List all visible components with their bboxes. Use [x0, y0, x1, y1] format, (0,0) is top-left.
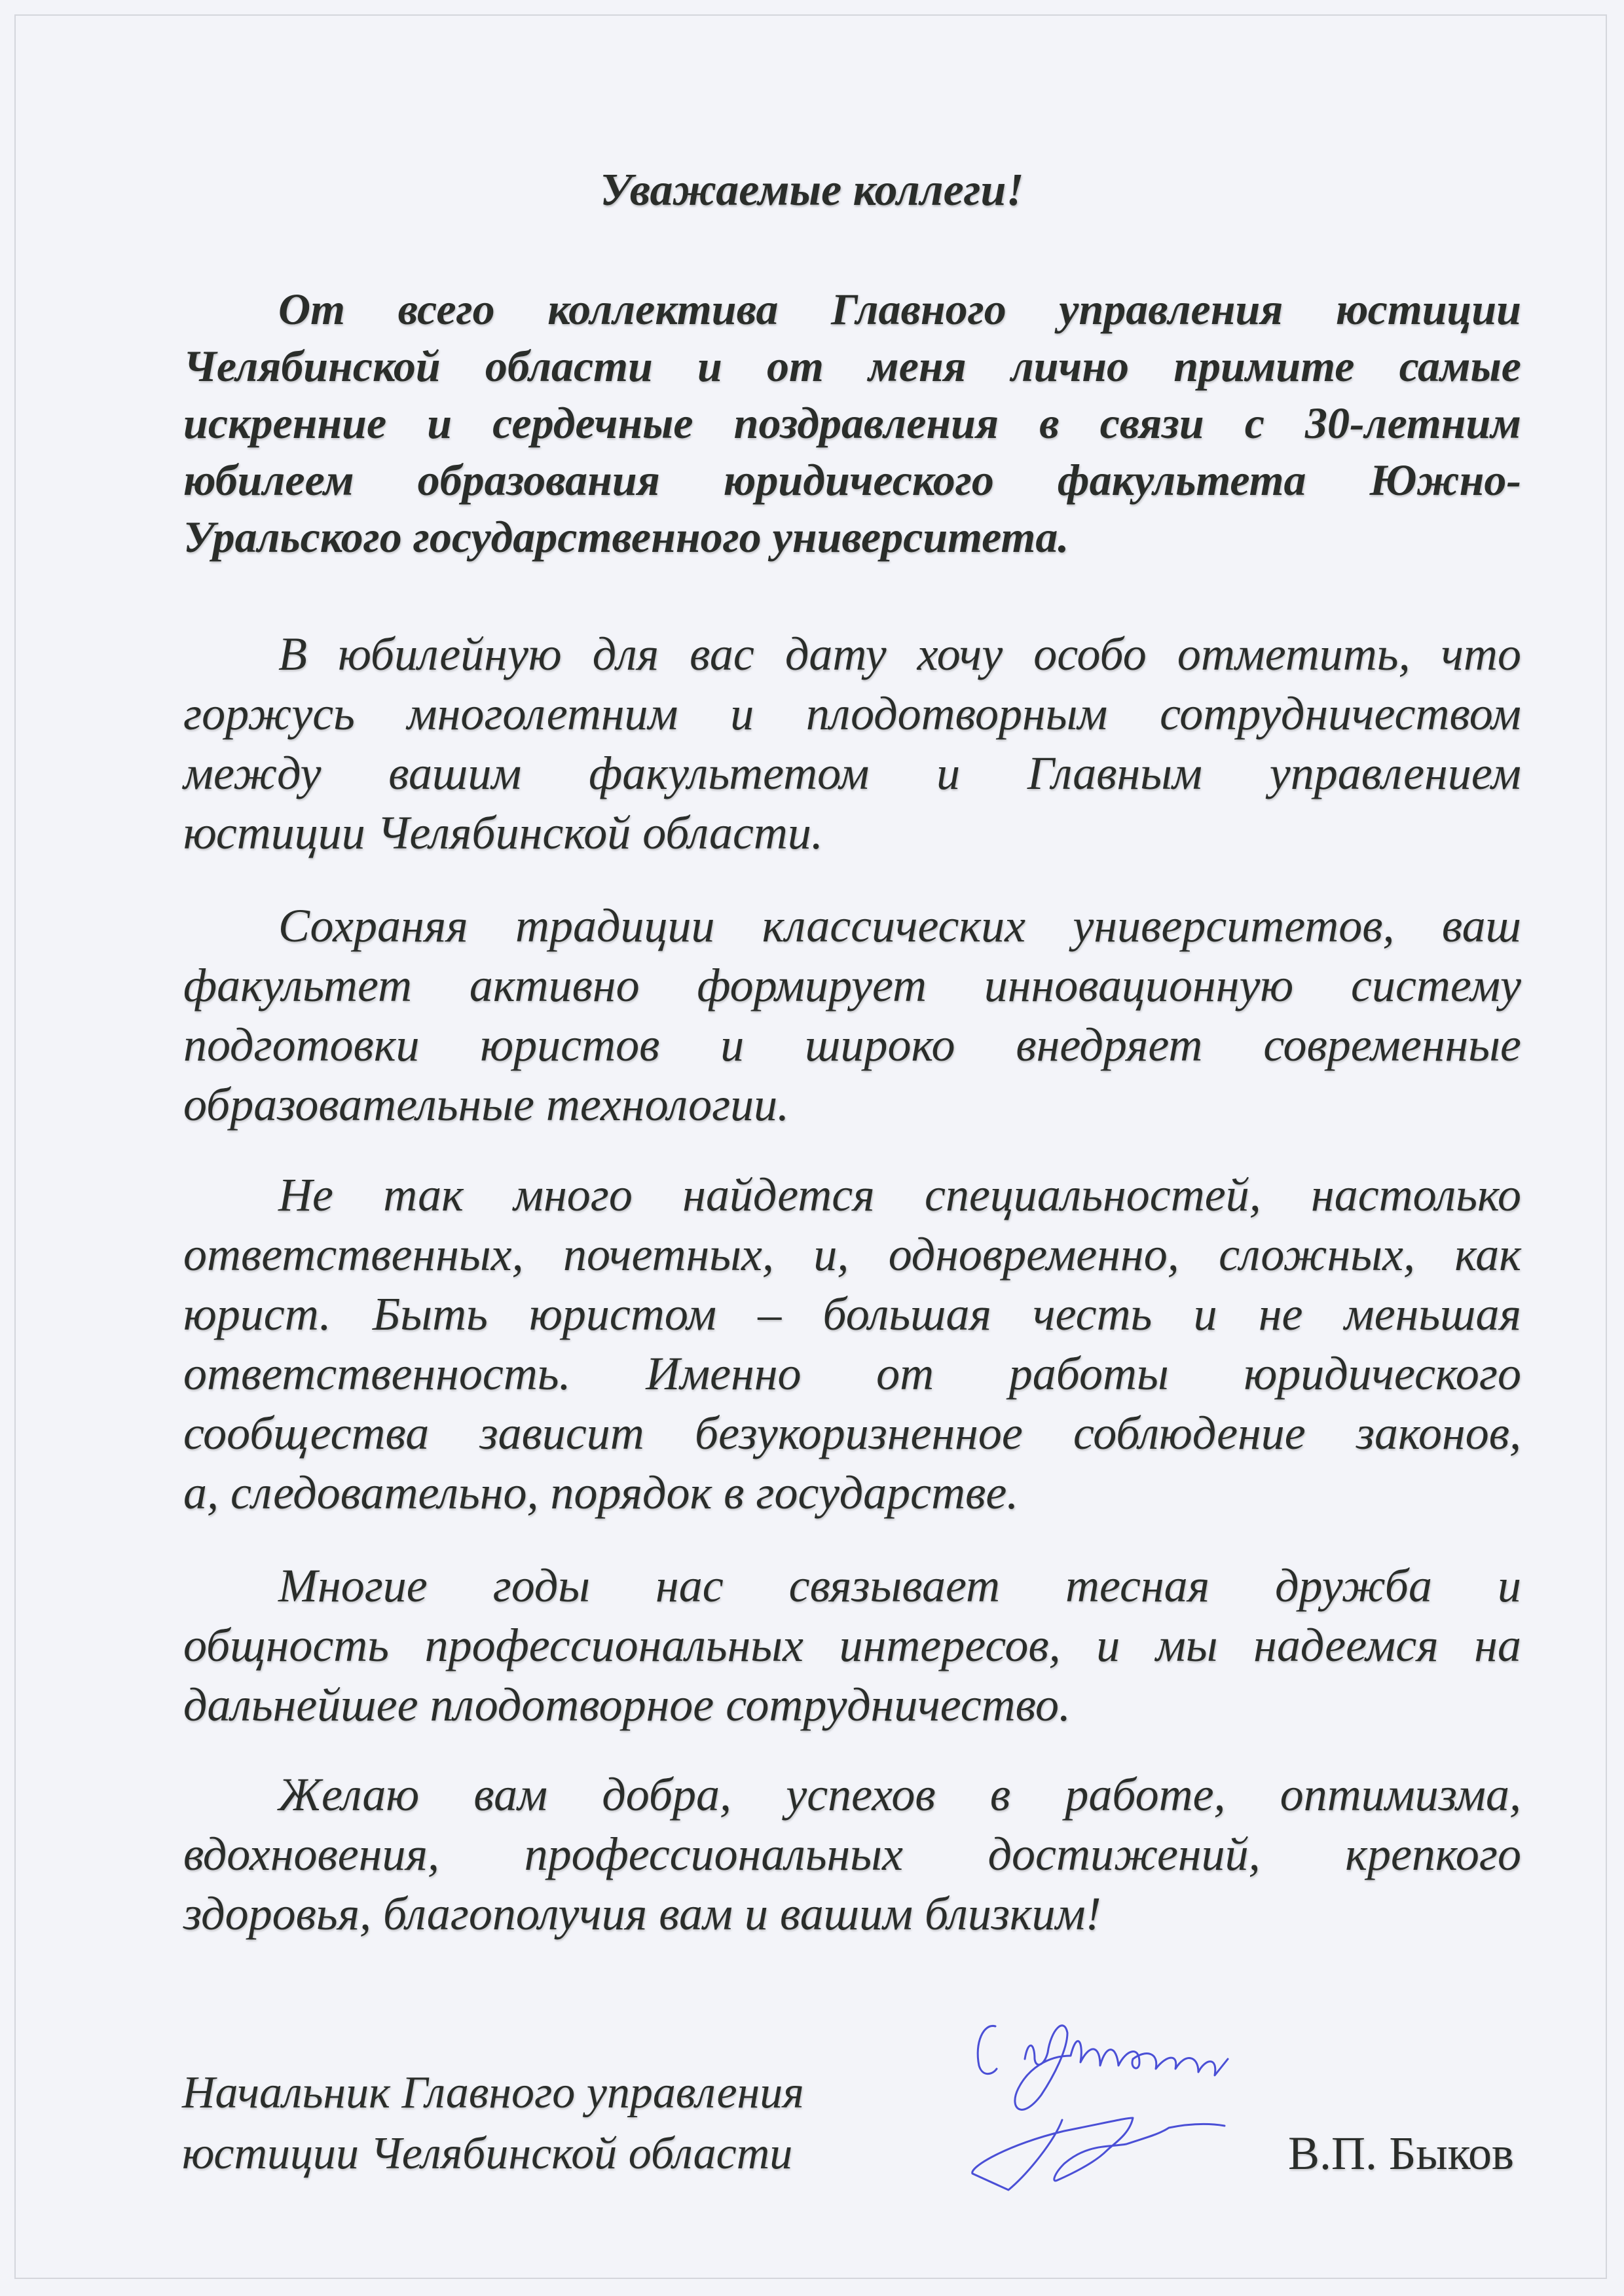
- word: и: [427, 398, 452, 448]
- text-line: юстиции Челябинской области.: [183, 807, 823, 859]
- word: с: [1244, 398, 1264, 448]
- paragraph-wishes: [183, 1765, 1521, 1944]
- text-line: [183, 1616, 1521, 1675]
- word: большая: [822, 1288, 991, 1340]
- signatory-name: В.П. Быков: [1287, 2127, 1514, 2179]
- greeting-heading: Уважаемые коллеги!: [600, 165, 1024, 215]
- text-line: [183, 956, 1521, 1015]
- word: всего: [397, 284, 495, 334]
- word: и: [1497, 1559, 1521, 1612]
- word: –: [758, 1288, 782, 1340]
- text-line: Уральского государственного университета.: [183, 512, 1069, 562]
- word: связывает: [788, 1559, 1001, 1612]
- word: систему: [1351, 959, 1521, 1011]
- word: традиции: [515, 900, 715, 952]
- word: юристов: [480, 1019, 660, 1071]
- word: почетных,: [563, 1228, 774, 1281]
- word: примите: [1173, 341, 1355, 391]
- word: Главного: [831, 284, 1006, 334]
- word: юридического: [723, 455, 994, 505]
- text-line: [183, 625, 1521, 684]
- word: искренние: [183, 398, 387, 448]
- word: Именно: [646, 1347, 802, 1400]
- word: годы: [492, 1559, 591, 1612]
- word: специальностей,: [924, 1169, 1261, 1221]
- word: сотрудничеством: [1160, 687, 1521, 740]
- word: в: [1039, 398, 1060, 448]
- word: Не: [278, 1169, 333, 1221]
- word: и: [730, 687, 754, 740]
- word: и: [1193, 1288, 1217, 1340]
- word: мы: [1155, 1619, 1218, 1671]
- word: сообщества: [183, 1407, 430, 1459]
- word: на: [1474, 1619, 1521, 1671]
- word: вас: [690, 628, 754, 680]
- word: и: [697, 341, 722, 391]
- word: и: [1096, 1619, 1120, 1671]
- word: подготовки: [183, 1019, 420, 1071]
- paragraph-profession: [183, 1165, 1521, 1523]
- word: дружба: [1275, 1559, 1432, 1612]
- text-line: а, следовательно, порядок в государстве.: [183, 1467, 1019, 1519]
- text-line: [183, 1285, 1521, 1344]
- word: В: [278, 628, 307, 680]
- paragraph-traditions: [183, 896, 1521, 1135]
- word: юристом: [529, 1288, 717, 1340]
- text-line: [183, 281, 1521, 338]
- word: сердечные: [492, 398, 693, 448]
- text-line: [183, 1556, 1521, 1616]
- word: От: [278, 284, 345, 334]
- word: ваш: [1441, 900, 1521, 952]
- text-line: [183, 1765, 1521, 1825]
- word: и: [936, 747, 961, 799]
- word: многолетним: [407, 687, 678, 740]
- text-line: [183, 744, 1521, 803]
- word: крепкого: [1345, 1828, 1521, 1880]
- word: университетов,: [1073, 900, 1395, 952]
- word: Многие: [278, 1559, 428, 1612]
- text-line: [183, 1825, 1521, 1884]
- word: факультетом: [589, 747, 870, 799]
- word: между: [183, 747, 322, 799]
- word: нас: [655, 1559, 724, 1612]
- word: коллектива: [547, 284, 779, 334]
- word: юбилейную: [338, 628, 562, 680]
- text-line: здоровья, благополучия вам и вашим близким!: [183, 1887, 1101, 1940]
- text-line: [183, 395, 1521, 452]
- word: горжусь: [183, 687, 355, 740]
- word: плодотворным: [805, 687, 1108, 740]
- word: Главным: [1027, 747, 1202, 799]
- word: и,: [813, 1228, 849, 1281]
- word: для: [592, 628, 659, 680]
- word: формирует: [697, 959, 927, 1011]
- word: отметить,: [1177, 628, 1411, 680]
- word: факультета: [1057, 455, 1306, 505]
- paragraph-cooperation: [183, 625, 1521, 863]
- word: надеемся: [1253, 1619, 1439, 1671]
- word: добра,: [602, 1768, 732, 1821]
- word: поздравления: [733, 398, 999, 448]
- word: управления: [1059, 284, 1283, 334]
- text-line: [183, 1015, 1521, 1075]
- word: образования: [417, 455, 660, 505]
- word: юридического: [1244, 1347, 1521, 1400]
- position-line: Начальник Главного управления: [182, 2068, 804, 2118]
- text-line: [183, 452, 1521, 509]
- text-line: [183, 338, 1521, 395]
- word: особо: [1033, 628, 1147, 680]
- word: оптимизма,: [1280, 1768, 1521, 1821]
- word: работы: [1008, 1347, 1169, 1400]
- handwriting-note-stroke: [978, 2026, 997, 2073]
- text-line: образовательные технологии.: [183, 1078, 790, 1131]
- word: ответственность.: [183, 1347, 571, 1400]
- word: факультет: [183, 959, 413, 1011]
- text-line: [183, 1225, 1521, 1285]
- word: в: [989, 1768, 1011, 1821]
- word: настолько: [1311, 1169, 1521, 1221]
- text-line: [183, 684, 1521, 744]
- word: профессиональных: [524, 1828, 903, 1880]
- word: Желаю: [278, 1768, 420, 1821]
- word: Сохраняя: [278, 900, 468, 952]
- word: как: [1454, 1228, 1521, 1281]
- word: и: [720, 1019, 745, 1071]
- word: юбилеем: [183, 455, 354, 505]
- word: Южно-: [1369, 455, 1521, 505]
- handwriting-note-stroke: [1015, 2026, 1228, 2110]
- word: найдется: [682, 1169, 875, 1221]
- word: Быть: [372, 1288, 488, 1340]
- word: юрист.: [183, 1288, 331, 1340]
- text-line: дальнейшее плодотворное сотрудничество.: [183, 1679, 1071, 1731]
- word: профессиональных: [424, 1619, 803, 1671]
- word: меньшая: [1344, 1288, 1521, 1340]
- paragraph-friendship: [183, 1556, 1521, 1735]
- word: много: [513, 1169, 633, 1221]
- word: вам: [473, 1768, 548, 1821]
- word: законов,: [1356, 1407, 1521, 1459]
- word: области: [485, 341, 653, 391]
- signatory-position: [182, 2062, 804, 2184]
- word: управлением: [1269, 747, 1521, 799]
- word: безукоризненное: [694, 1407, 1023, 1459]
- word: активно: [469, 959, 640, 1011]
- word: лично: [1010, 341, 1130, 391]
- word: тесная: [1065, 1559, 1210, 1612]
- word: инновационную: [984, 959, 1294, 1011]
- word: внедряет: [1016, 1019, 1203, 1071]
- word: современные: [1263, 1019, 1521, 1071]
- word: вашим: [388, 747, 522, 799]
- signature-stroke: [972, 2118, 1225, 2190]
- word: ответственных,: [183, 1228, 524, 1281]
- word: работе,: [1065, 1768, 1226, 1821]
- word: классических: [762, 900, 1026, 952]
- text-line: [183, 1165, 1521, 1225]
- word: меня: [868, 341, 967, 391]
- position-line: юстиции Челябинской области: [182, 2128, 793, 2179]
- text-line: [183, 1404, 1521, 1463]
- paragraph-congratulation: [183, 281, 1521, 566]
- word: широко: [805, 1019, 955, 1071]
- word: соблюдение: [1073, 1407, 1306, 1459]
- word: 30-летним: [1305, 398, 1521, 448]
- word: юстиции: [1335, 284, 1521, 334]
- word: интересов,: [839, 1619, 1061, 1671]
- word: самые: [1399, 341, 1521, 391]
- word: успехов: [786, 1768, 936, 1821]
- word: общность: [183, 1619, 390, 1671]
- word: не: [1258, 1288, 1303, 1340]
- word: от: [876, 1347, 934, 1400]
- word: дату: [784, 628, 887, 680]
- word: честь: [1033, 1288, 1153, 1340]
- word: сложных,: [1219, 1228, 1415, 1281]
- word: достижений,: [987, 1828, 1261, 1880]
- word: что: [1441, 628, 1521, 680]
- word: хочу: [917, 628, 1003, 680]
- text-line: [183, 1344, 1521, 1404]
- word: связи: [1099, 398, 1204, 448]
- word: Челябинской: [183, 341, 441, 391]
- text-line: [183, 896, 1521, 956]
- word: вдохновения,: [183, 1828, 439, 1880]
- word: зависит: [479, 1407, 644, 1459]
- word: от: [767, 341, 824, 391]
- word: так: [383, 1169, 464, 1221]
- word: одновременно,: [888, 1228, 1179, 1281]
